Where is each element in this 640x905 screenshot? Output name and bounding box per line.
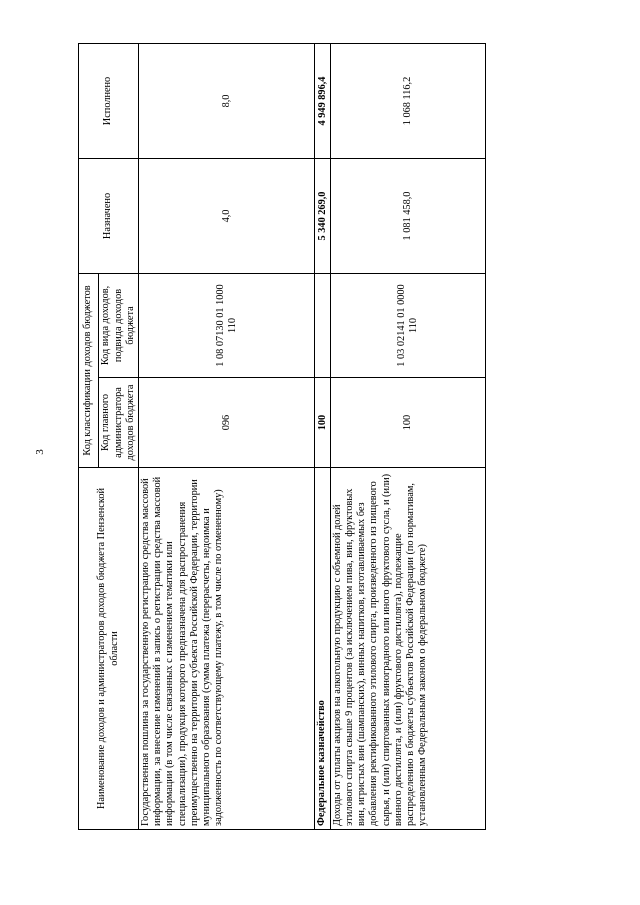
table-row bbox=[139, 43, 315, 829]
row-name: Доходы от уплаты акцизов на алкогольную продукцию с объемной долей этилового спирта свыше 9 процентов (за исключением пива, вин, фруктовых вин, игристых вин (шампанских), винных напитков, изготавливаемых без добавления ректификованного этилового спирта, произведенного из пищевого сырья, и (или) спиртованных виноградного или иного фруктового сусла, и (или) винного дистиллята, и (или) фруктового дистиллята), подлежащие распределению в бюджеты субъектов Российской Федерации (по нормативам, установленным Федеральным законом о федеральном бюджете) bbox=[330, 468, 485, 830]
row-admin-code: 100 bbox=[315, 378, 330, 468]
row-planned: 5 340 269,0 bbox=[315, 158, 330, 273]
header-admin-code: Код главного администратора доходов бюджета bbox=[99, 378, 139, 468]
header-executed: Исполнено bbox=[79, 43, 139, 158]
row-name: Федеральное казначейство bbox=[315, 468, 330, 830]
table-row bbox=[315, 43, 330, 829]
row-executed: 1 068 116,2 bbox=[330, 43, 485, 158]
revenue-table bbox=[78, 43, 486, 830]
rotated-page bbox=[78, 44, 486, 830]
header-kind-code: Код вида доходов, подвида доходов бюджета bbox=[99, 273, 139, 377]
row-executed: 4 949 896,4 bbox=[315, 43, 330, 158]
row-kind-code: 1 03 02141 01 0000 110 bbox=[330, 273, 485, 377]
row-admin-code: 100 bbox=[330, 378, 485, 468]
row-executed: 8,0 bbox=[139, 43, 315, 158]
table-row bbox=[330, 43, 485, 829]
header-classification: Код классификации доходов бюджетов bbox=[79, 273, 99, 467]
header-name: Наименование доходов и администраторов доходов бюджета Пензенской области bbox=[79, 468, 139, 830]
row-kind-code bbox=[315, 273, 330, 377]
header-planned: Назначено bbox=[79, 158, 139, 273]
row-name: Государственная пошлина за государственную регистрацию средства массовой информации, за внесение изменений в запись о регистрации средства массовой информации (в том числе связанных с изменением тематики или специализации), продукция которого предназначена для распространения преимущественно на территории субъекта Российской Федерации, территории муниципального образования (сумма платежа (перерасчеты, недоимка и задолженность по соответствующему платежу, в том числе по отмененному) bbox=[139, 468, 315, 830]
row-admin-code: 096 bbox=[139, 378, 315, 468]
page-number: 3 bbox=[34, 449, 46, 455]
row-kind-code: 1 08 07130 01 1000 110 bbox=[139, 273, 315, 377]
row-planned: 4,0 bbox=[139, 158, 315, 273]
row-planned: 1 081 458,0 bbox=[330, 158, 485, 273]
